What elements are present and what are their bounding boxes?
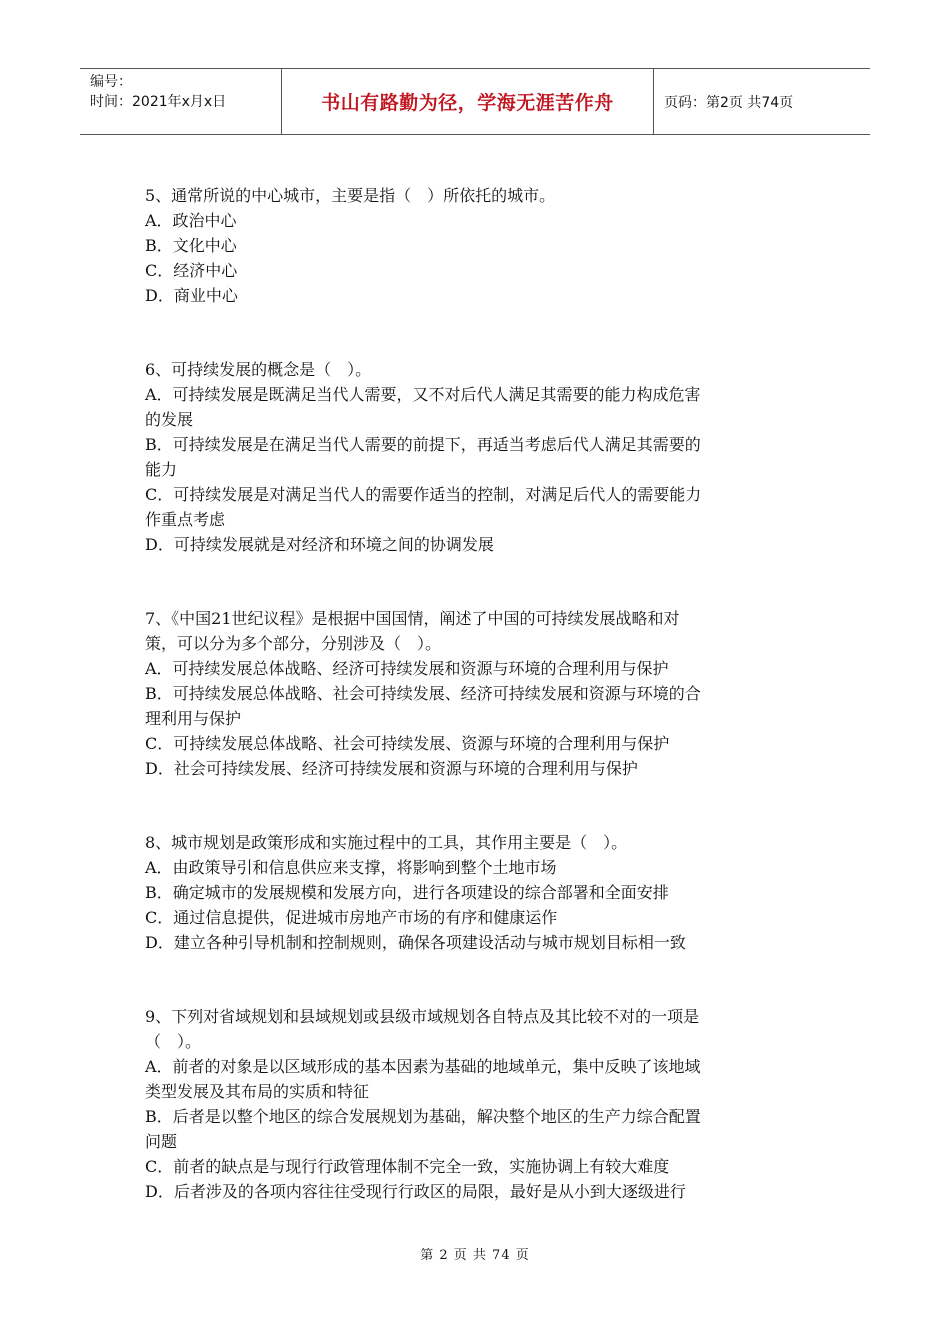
header-meta [80,69,282,134]
option-c: C．经济中心 [145,261,238,280]
option-a: A．政治中心 [145,211,237,230]
option-c: C．可持续发展总体战略、社会可持续发展、资源与环境的合理利用与保护 [145,734,670,753]
question-stem-line: 6、可持续发展的概念是（ ）。 [145,360,372,379]
option-a-line-2: 类型发展及其布局的实质和特征 [145,1082,370,1101]
question-9 [145,1004,810,1204]
option-a-line-1: A．可持续发展是既满足当代人需要，又不对后代人满足其需要的能力构成危害 [145,385,701,404]
option-c-line-1: C．可持续发展是对满足当代人的需要作适当的控制，对满足后代人的需要能力 [145,485,702,504]
question-stem-line: 5、通常所说的中心城市，主要是指（ ）所依托的城市。 [145,186,556,205]
question-stem-line: 8、城市规划是政策形成和实施过程中的工具，其作用主要是（ ）。 [145,833,628,852]
question-stem-line-1: 7、《中国21世纪议程》是根据中国国情，阐述了中国的可持续发展战略和对 [145,609,680,628]
question-7 [145,606,810,781]
option-b-line-2: 能力 [145,460,178,479]
option-a-line-2: 的发展 [145,410,194,429]
option-b: B．确定城市的发展规模和发展方向，进行各项建设的综合部署和全面安排 [145,883,669,902]
option-a: A．可持续发展总体战略、经济可持续发展和资源与环境的合理利用与保护 [145,659,669,678]
option-c: C．前者的缺点是与现行行政管理体制不完全一致，实施协调上有较大难度 [145,1157,670,1176]
question-stem-line-2: （ ）。 [145,1032,202,1051]
question-stem-line-1: 9、下列对省域规划和县域规划或县级市域规划各自特点及其比较不对的一项是 [145,1007,700,1026]
page-footer: 第 2 页 共 74 页 [420,1248,530,1263]
option-b-line-1: B．可持续发展是在满足当代人需要的前提下，再适当考虑后代人满足其需要的 [145,435,701,454]
option-c-line-2: 作重点考虑 [145,510,226,529]
option-a: A．由政策导引和信息供应来支撑，将影响到整个土地市场 [145,858,557,877]
option-d: D．后者涉及的各项内容往往受现行行政区的局限，最好是从小到大逐级进行 [145,1182,686,1201]
page-header [80,68,870,135]
option-a-line-1: A．前者的对象是以区域形成的基本因素为基础的地域单元，集中反映了该地域 [145,1057,701,1076]
question-stem-line-2: 策，可以分为多个部分，分别涉及（ ）。 [145,634,442,653]
option-b-line-1: B．后者是以整个地区的综合发展规划为基础，解决整个地区的生产力综合配置 [145,1107,701,1126]
option-d: D．社会可持续发展、经济可持续发展和资源与环境的合理利用与保护 [145,759,638,778]
option-d: D．可持续发展就是对经济和环境之间的协调发展 [145,535,494,554]
option-b-line-1: B．可持续发展总体战略、社会可持续发展、经济可持续发展和资源与环境的合 [145,684,701,703]
number-label: 编号： [90,74,132,90]
option-d: D．建立各种引导机制和控制规则，确保各项建设活动与城市规划目标相一致 [145,933,686,952]
time-label: 时间：2021年x月x日 [90,94,227,110]
header-page-code: 页码：第2页 共74页 [664,94,794,111]
question-5 [145,183,810,308]
header-motto: 书山有路勤为径，学海无涯苦作舟 [282,69,654,134]
option-d: D．商业中心 [145,286,238,305]
question-6 [145,357,810,557]
question-list [145,183,810,1253]
option-c: C．通过信息提供，促进城市房地产市场的有序和健康运作 [145,908,558,927]
option-b-line-2: 问题 [145,1132,178,1151]
option-b: B．文化中心 [145,236,237,255]
question-8 [145,830,810,955]
option-b-line-2: 理利用与保护 [145,709,242,728]
